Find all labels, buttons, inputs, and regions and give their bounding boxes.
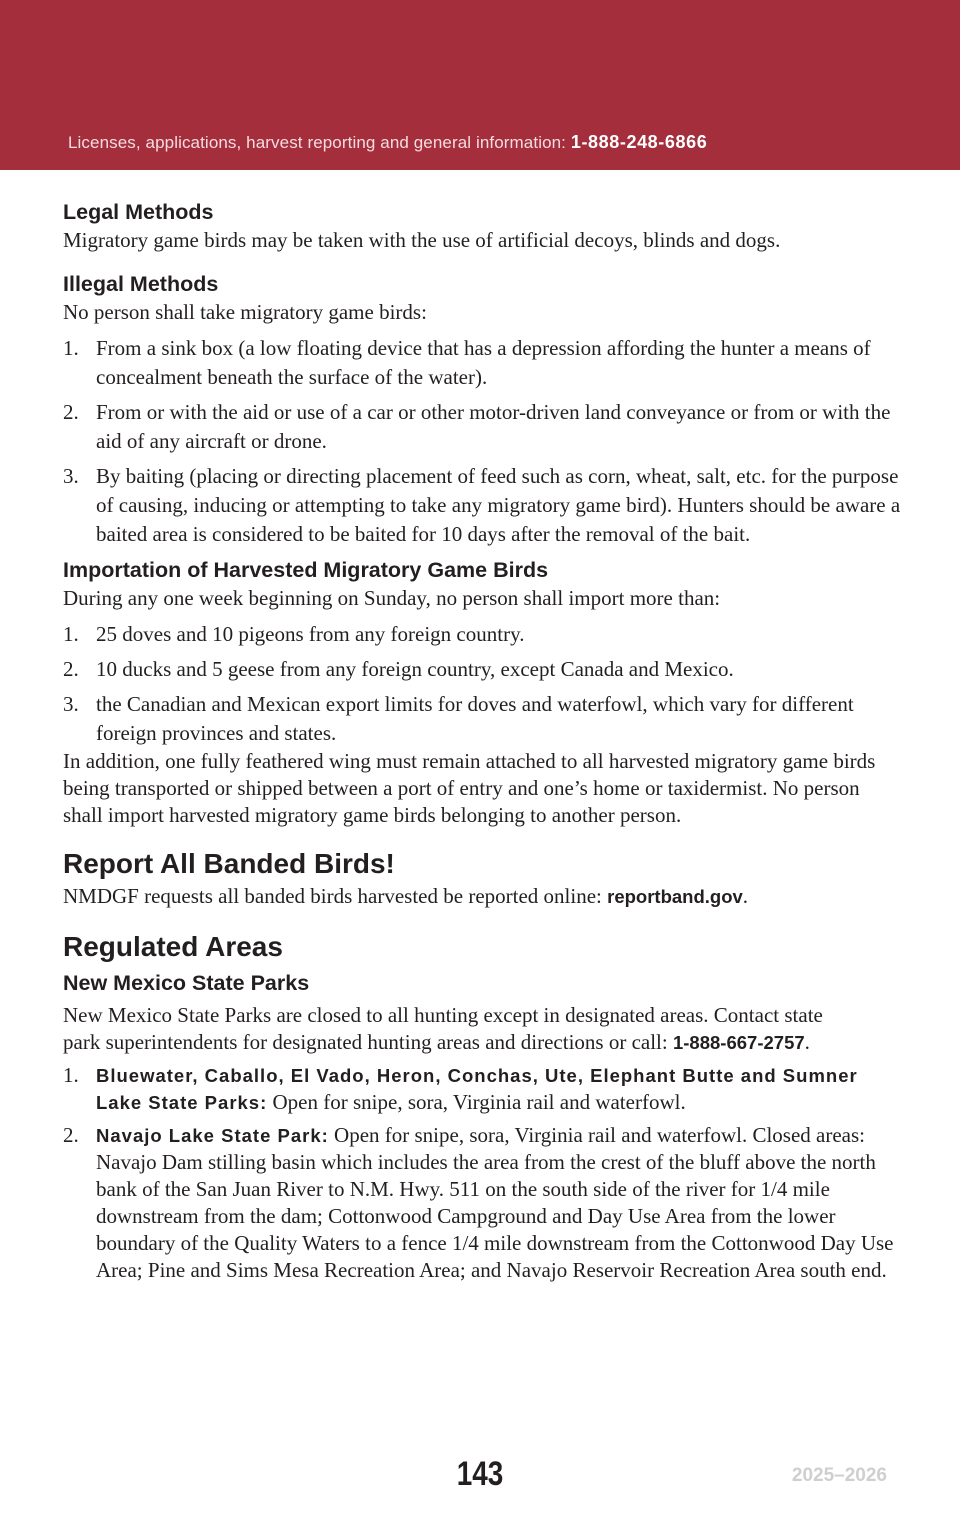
- list-item: [63, 398, 903, 456]
- banded-birds-end: .: [742, 884, 749, 908]
- header-info-line: [68, 132, 707, 153]
- header-phone-number[interactable]: 1-888-248-6866: [570, 132, 708, 152]
- banded-birds-text: [63, 883, 903, 910]
- legal-methods-text: Migratory game birds may be taken with the use of artificial decoys, blinds and dogs.: [63, 228, 781, 252]
- banded-birds-section: [63, 845, 903, 910]
- list-item-number: 1.: [63, 622, 79, 646]
- list-item-text: From a sink box (a low floating device that has a depression affording the hunter a means of concealment beneath the surface of the water).: [96, 336, 871, 389]
- park-names: Bluewater, Caballo, El Vado, Heron, Conchas, Ute, Elephant Butte and Sumner Lake State Parks:: [96, 1065, 858, 1113]
- list-item: [63, 620, 903, 649]
- importation-list: [63, 620, 903, 748]
- legal-methods-section: [63, 197, 903, 254]
- state-parks-intro-end: .: [804, 1030, 810, 1054]
- state-parks-intro-text: New Mexico State Parks are closed to all hunting except in designated areas. Contact state park superintendents for designated hunting areas and directions or call:: [63, 1003, 823, 1054]
- list-item: [63, 1062, 903, 1116]
- importation-heading: Importation of Harvested Migratory Game Birds: [63, 558, 549, 582]
- list-item-text: Open for snipe, sora, Virginia rail and waterfowl. Closed areas: Navajo Dam stilling basin which includes the area from the crest of the bluff above the north bank of the San Juan River to N.M. Hwy. 511 on the south side of the river for 1/4 mile downstream from the dam; Cottonwood Campground and Day Use Area from the lower boundary of the Quality Waters to a fence 1/4 mile downstream from the Cottonwood Day Use Area; Pine and Sims Mesa Recreation Area; and Navajo Reservoir Recreation Area south end.: [96, 1123, 894, 1282]
- list-item-text: the Canadian and Mexican export limits for doves and waterfowl, which vary for different foreign provinces and states.: [96, 692, 854, 745]
- importation-closing: In addition, one fully feathered wing must remain attached to all harvested migratory game birds being transported or shipped between a port of entry and one’s home or taxidermist. No person shall import harvested migratory game birds belonging to another person.: [63, 749, 876, 827]
- illegal-methods-list: [63, 334, 903, 549]
- state-parks-heading: New Mexico State Parks: [63, 971, 310, 995]
- list-item: [63, 655, 903, 684]
- banded-birds-sentence: NMDGF requests all banded birds harvested be reported online:: [63, 884, 608, 908]
- page-number: 143: [456, 1455, 504, 1493]
- illegal-methods-intro: No person shall take migratory game birds:: [63, 300, 427, 324]
- state-parks-list: [63, 1062, 903, 1284]
- list-item: [63, 690, 903, 748]
- list-item-number: 1.: [63, 336, 79, 360]
- list-item-text: From or with the aid or use of a car or other motor-driven land conveyance or from or with the aid of any aircraft or drone.: [96, 400, 891, 453]
- list-item: [63, 462, 903, 549]
- importation-section: [63, 555, 903, 829]
- legal-methods-heading: Legal Methods: [63, 200, 214, 224]
- importation-intro: During any one week beginning on Sunday, no person shall import more than:: [63, 586, 721, 610]
- header-info-text: Licenses, applications, harvest reporting and general information:: [68, 133, 571, 152]
- reportband-link[interactable]: reportband.gov: [607, 886, 743, 907]
- page-content: [63, 197, 903, 1290]
- list-item-number: 3.: [63, 692, 79, 716]
- list-item-number: 1.: [63, 1063, 79, 1087]
- regulated-areas-section: [63, 928, 903, 1284]
- header-banner: [0, 0, 960, 170]
- list-item: [63, 334, 903, 392]
- list-item-text: By baiting (placing or directing placement of feed such as corn, wheat, salt, etc. for the purpose of causing, inducing or attempting to take any migratory game bird). Hunters should be aware a baited area is considered to be baited for 10 days after the removal of the bait.: [96, 464, 901, 546]
- state-parks-intro: [63, 1002, 823, 1056]
- edition-years: 2025–2026: [791, 1465, 887, 1486]
- illegal-methods-section: [63, 269, 903, 549]
- list-item-text: 10 ducks and 5 geese from any foreign country, except Canada and Mexico.: [96, 657, 734, 681]
- illegal-methods-heading: Illegal Methods: [63, 272, 219, 296]
- park-names: Navajo Lake State Park:: [96, 1125, 329, 1146]
- list-item-text: Open for snipe, sora, Virginia rail and waterfowl.: [267, 1090, 686, 1114]
- state-parks-phone[interactable]: 1-888-667-2757: [672, 1032, 805, 1053]
- list-item-number: 3.: [63, 464, 79, 488]
- list-item-number: 2.: [63, 400, 79, 424]
- list-item-number: 2.: [63, 657, 79, 681]
- regulated-areas-heading: Regulated Areas: [63, 931, 283, 962]
- list-item-number: 2.: [63, 1123, 79, 1147]
- list-item-text: 25 doves and 10 pigeons from any foreign country.: [96, 622, 525, 646]
- list-item: [63, 1122, 903, 1284]
- banded-birds-heading: Report All Banded Birds!: [63, 848, 395, 879]
